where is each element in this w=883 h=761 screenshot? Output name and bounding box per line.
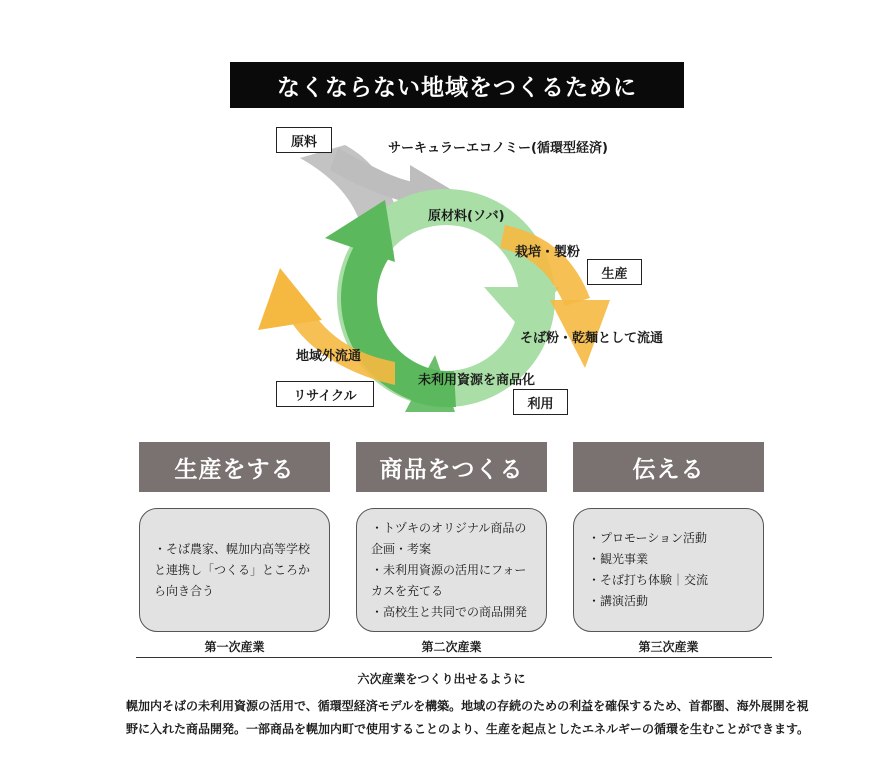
outside-distribution-arrowhead: [258, 268, 322, 330]
column-box-tell: [573, 508, 764, 632]
tag-recycle: リサイクル: [276, 381, 374, 407]
list-item: ・観光事業: [588, 552, 649, 566]
list-item: ・未利用資源の活用にフォー: [371, 562, 527, 577]
summary-text: 六次産業をつくり出せるように: [357, 672, 526, 686]
list-item: カスを充てる: [371, 583, 444, 598]
column-heading-tell: 伝える: [573, 442, 764, 492]
tag-use: 利用: [513, 389, 568, 415]
list-item: と連携し「つくる」ところか: [154, 562, 311, 577]
page-title: なくならない地域をつくるために: [230, 62, 684, 108]
list-item: ら向き合う: [154, 583, 215, 598]
column-box-make: [356, 508, 547, 632]
list-item: ・講演活動: [588, 594, 649, 608]
body-text-line: 野に入れた商品開発。一部商品を幌加内町で使用することのより、生産を起点としたエネルギーの循環を生むことができます。: [126, 722, 810, 736]
column-box-produce: [139, 508, 330, 632]
body-text-line: 幌加内そばの未利用資源の活用で、循環型経済モデルを構築。地域の存続のための利益を確保するため、首都圏、海外展開を視: [126, 699, 809, 713]
divider: [136, 657, 772, 658]
list-item: ・そば打ち体験｜交流: [588, 573, 709, 587]
label-distribution: そば粉・乾麺として流通: [520, 331, 664, 346]
column-heading-make: 商品をつくる: [356, 442, 547, 492]
column-footer-secondary: 第二次産業: [421, 640, 482, 654]
tag-production: 生産: [587, 259, 642, 285]
column-footer-tertiary: 第三次産業: [638, 640, 699, 654]
column-footer-primary: 第一次産業: [204, 640, 265, 654]
label-outside: 地域外流通: [296, 349, 362, 364]
list-item: ・そば農家、幌加内高等学校: [154, 541, 311, 556]
label-unused: 未利用資源を商品化: [418, 373, 536, 388]
cycle-heading: サーキュラーエコノミー(循環型経済): [388, 141, 608, 156]
list-item: 企画・考案: [371, 541, 432, 556]
list-item: ・高校生と共同での商品開発: [371, 604, 528, 619]
tag-raw: 原料: [276, 127, 332, 153]
list-item: ・プロモーション活動: [588, 531, 708, 545]
label-cultivation: 栽培・製粉: [515, 245, 581, 260]
column-heading-produce: 生産をする: [139, 442, 330, 492]
list-item: ・トヅキのオリジナル商品の: [371, 520, 527, 535]
label-material: 原材料(ソバ): [428, 209, 505, 224]
